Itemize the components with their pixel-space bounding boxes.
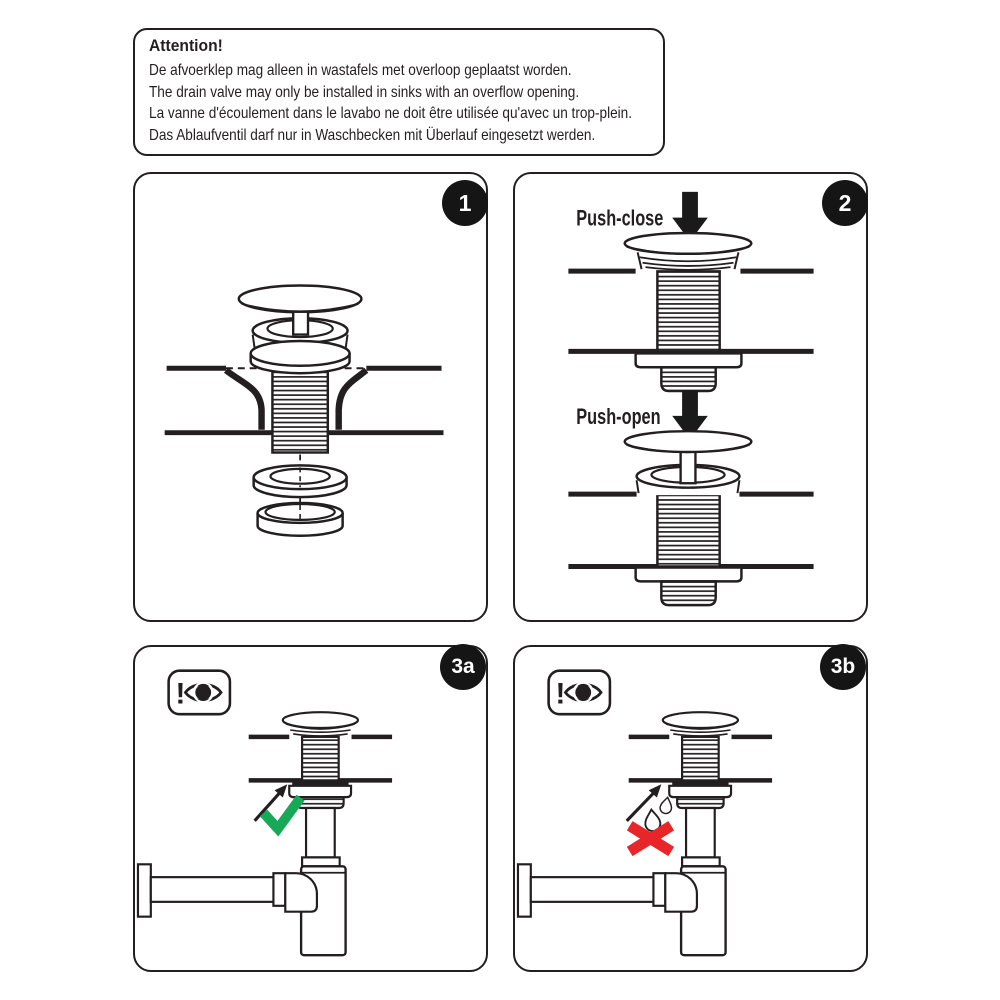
attention-line-nl: De afvoerklep mag alleen in wastafels met overloop geplaatst worden.: [149, 62, 572, 79]
push-operation-diagram: [515, 174, 866, 620]
exploded-view-diagram: [135, 174, 486, 620]
attention-title: Attention!: [149, 36, 223, 55]
threaded-body: [657, 271, 719, 351]
valve-cap: [239, 286, 362, 313]
flange-washer: [251, 341, 350, 373]
push-close-diagram: [568, 192, 813, 391]
flange: [636, 353, 742, 367]
step-2-panel: [513, 172, 868, 622]
step-3b-badge: 3b: [820, 644, 866, 690]
correct-installation-diagram: [135, 647, 486, 970]
threaded-body: [272, 362, 327, 452]
threaded-body: [657, 494, 719, 566]
drain-with-trap-drawing: [138, 712, 392, 955]
eye-warning-icon: [549, 671, 610, 714]
attention-line-en: The drain valve may only be installed in sinks with an overflow opening.: [149, 83, 580, 101]
step-3b-panel: [513, 645, 868, 972]
cap-stem: [293, 312, 308, 335]
push-close-label: Push-close: [576, 207, 664, 232]
attention-line-de: Das Ablaufventil darf nur in Waschbecken mit Überlauf eingesetzt werden.: [149, 126, 596, 144]
flange: [636, 567, 742, 581]
incorrect-installation-diagram: [515, 647, 866, 970]
step-3a-panel: [133, 645, 488, 972]
threaded-neck: [661, 367, 715, 391]
sink-funnel-left: [226, 370, 262, 429]
step-3a-badge: 3a: [440, 644, 486, 690]
eye-warning-icon: [169, 671, 230, 714]
threaded-neck: [661, 581, 715, 605]
step-2-badge: 2: [822, 180, 868, 226]
sink-funnel-right: [339, 370, 367, 429]
step-1-badge: 1: [442, 180, 488, 226]
step-1-panel: [133, 172, 488, 622]
attention-line-fr: La vanne d'écoulement dans le lavabo ne doit être utilisée qu'avec un trop-plein.: [149, 105, 633, 122]
push-open-label: Push-open: [576, 405, 661, 430]
attention-box: [133, 28, 665, 156]
cap-stem: [681, 452, 696, 484]
push-open-diagram: [568, 390, 813, 605]
